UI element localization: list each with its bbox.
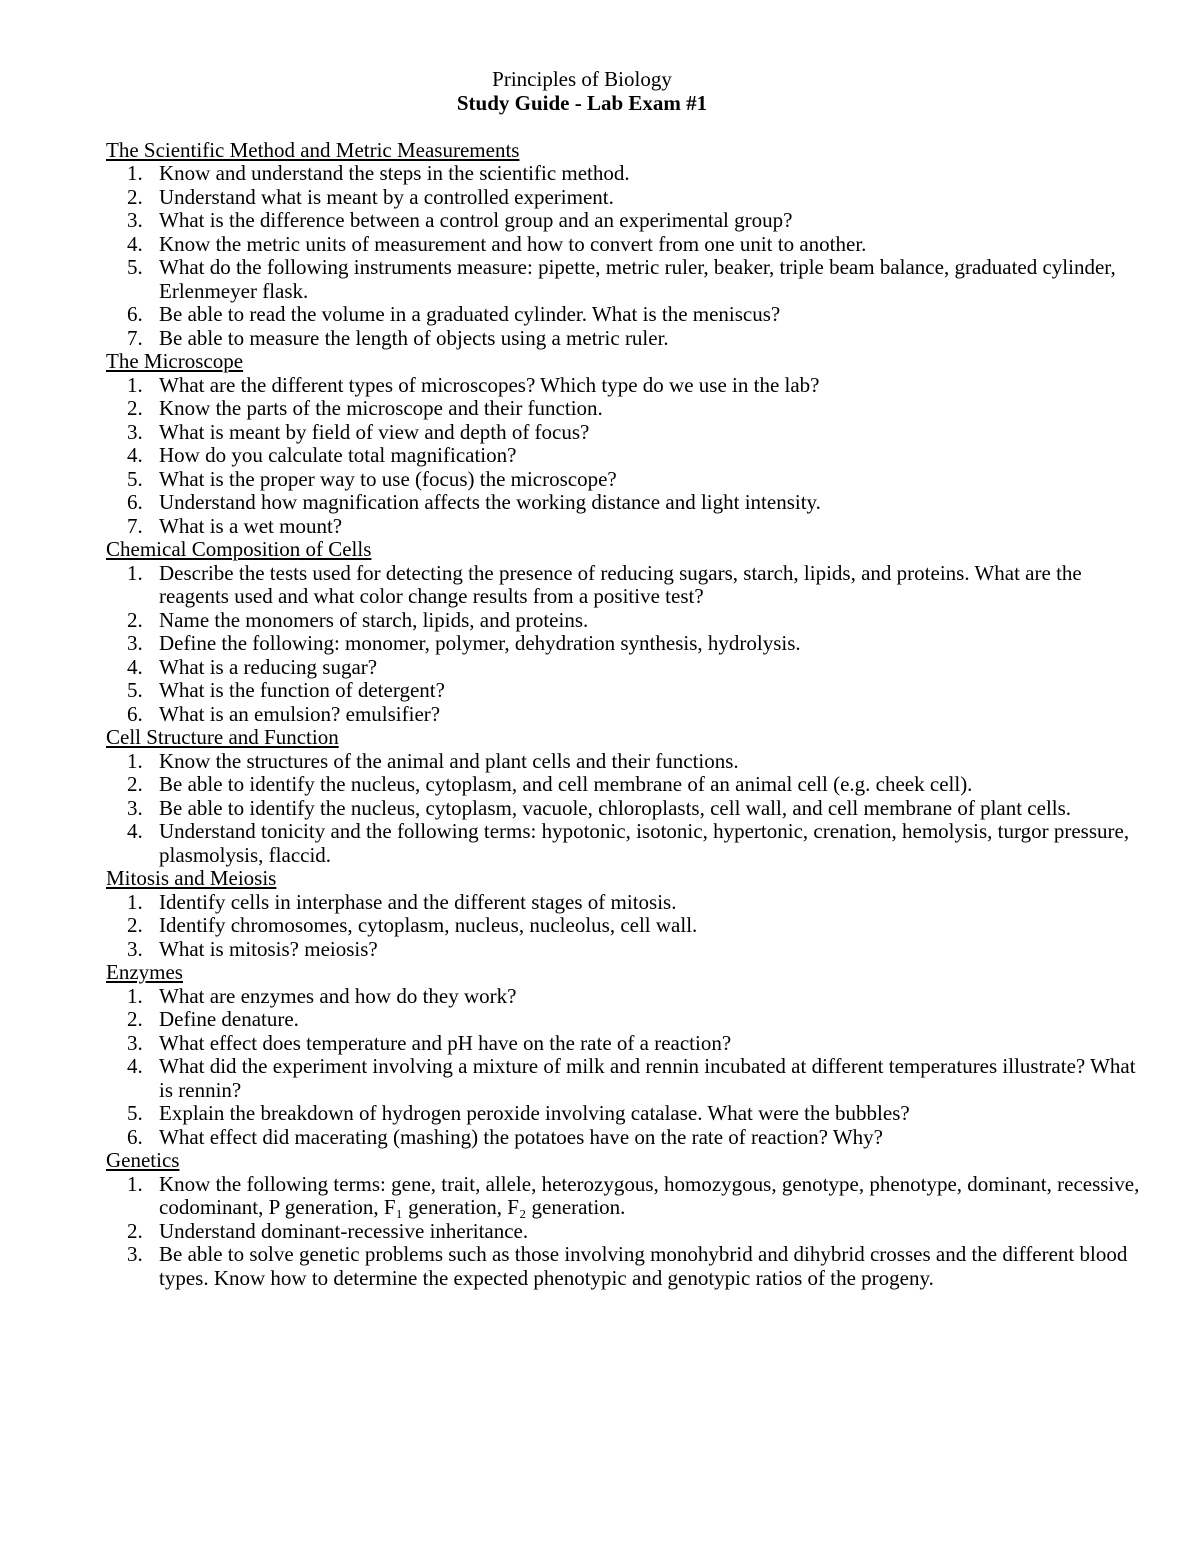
list-item-number: 3. bbox=[127, 1030, 143, 1055]
list-item-text: What is an emulsion? emulsifier? bbox=[159, 701, 441, 726]
section bbox=[106, 867, 1146, 961]
list-item-text: Be able to solve genetic problems such as those involving monohybrid and dihybrid crosses and the different blood types. Know how to determine the expected phenotypic and genotypic ratios of the progeny. bbox=[159, 1242, 1128, 1290]
list-item-text: Understand tonicity and the following terms: hypotonic, isotonic, hypertonic, crenation, hemolysis, turgor pressure, plasmolysis, flaccid. bbox=[159, 819, 1130, 867]
list-item-number: 2. bbox=[127, 772, 143, 796]
list-item bbox=[106, 327, 1146, 351]
list-item bbox=[106, 468, 1146, 492]
list-item bbox=[106, 562, 1146, 609]
list-item-text: Know and understand the steps in the scientific method. bbox=[159, 161, 630, 185]
list-item-number: 6. bbox=[127, 701, 143, 726]
section bbox=[106, 139, 1146, 351]
list-item-number: 7. bbox=[127, 325, 143, 350]
list-item bbox=[106, 256, 1146, 303]
section-heading: Chemical Composition of Cells bbox=[106, 537, 372, 561]
list-item-text: Define the following: monomer, polymer, dehydration synthesis, hydrolysis. bbox=[159, 631, 801, 655]
list-item bbox=[106, 891, 1146, 915]
list-item-text: What is the proper way to use (focus) the microscope? bbox=[159, 466, 617, 491]
list-item bbox=[106, 1032, 1146, 1056]
list-item-number: 4. bbox=[127, 443, 143, 467]
list-item bbox=[106, 1055, 1146, 1102]
sections-container bbox=[106, 139, 1146, 1291]
list-item bbox=[106, 703, 1146, 727]
list-item bbox=[106, 750, 1146, 774]
list-item bbox=[106, 914, 1146, 938]
section-heading: The Microscope bbox=[106, 349, 244, 373]
list-item-text: Define denature. bbox=[159, 1007, 299, 1031]
list-item-number: 2. bbox=[127, 1007, 143, 1031]
section-heading: Enzymes bbox=[106, 960, 183, 984]
list-item-text: Name the monomers of starch, lipids, and proteins. bbox=[159, 607, 589, 632]
list-item bbox=[106, 938, 1146, 962]
title-spacer bbox=[106, 115, 1146, 139]
section-heading: The Scientific Method and Metric Measurements bbox=[106, 137, 520, 162]
list-item bbox=[106, 209, 1146, 233]
list-item bbox=[106, 820, 1146, 867]
list-item-number: 2. bbox=[127, 184, 143, 209]
list-item bbox=[106, 1008, 1146, 1032]
list-item-text: What do the following instruments measure: pipette, metric ruler, beaker, triple beam balance, graduated cylinder, Erlenmeyer flask. bbox=[159, 255, 1116, 303]
list-item-text: Explain the breakdown of hydrogen peroxide involving catalase. What were the bubbles? bbox=[159, 1101, 910, 1125]
list-item-text: What effect does temperature and pH have on the rate of a reaction? bbox=[159, 1030, 732, 1055]
list-item-number: 6. bbox=[127, 1124, 143, 1149]
list-item bbox=[106, 656, 1146, 680]
list-item bbox=[106, 397, 1146, 421]
list-item-text: What is a wet mount? bbox=[159, 513, 343, 538]
list-item bbox=[106, 773, 1146, 797]
list-item-text: How do you calculate total magnification? bbox=[159, 443, 517, 467]
list-item bbox=[106, 515, 1146, 539]
list-item-number: 5. bbox=[127, 466, 143, 491]
list-item-text: What is the difference between a control group and an experimental group? bbox=[159, 208, 793, 232]
list-item-text: Understand dominant-recessive inheritance. bbox=[159, 1218, 529, 1243]
list-item bbox=[106, 679, 1146, 703]
list-item-text: Know the metric units of measurement and how to convert from one unit to another. bbox=[159, 231, 867, 256]
list-item bbox=[106, 444, 1146, 468]
list-item bbox=[106, 1173, 1146, 1220]
list-item-number: 3. bbox=[127, 1242, 143, 1266]
list-item-number: 5. bbox=[127, 255, 143, 279]
list-item bbox=[106, 374, 1146, 398]
list-item-number: 4. bbox=[127, 1054, 143, 1078]
list-item-number: 2. bbox=[127, 396, 143, 420]
list-item-text: What is mitosis? meiosis? bbox=[159, 936, 378, 961]
document-title: Study Guide - Lab Exam #1 bbox=[456, 90, 708, 115]
list-item-text: Identify cells in interphase and the different stages of mitosis. bbox=[159, 889, 677, 914]
section bbox=[106, 1149, 1146, 1290]
list-item bbox=[106, 985, 1146, 1009]
list-item-number: 4. bbox=[127, 231, 143, 256]
list-item-number: 7. bbox=[127, 513, 143, 538]
section-heading: Genetics bbox=[106, 1148, 180, 1172]
course-title: Principles of Biology bbox=[492, 67, 672, 91]
section bbox=[106, 538, 1146, 726]
list-item bbox=[106, 162, 1146, 186]
list-item bbox=[106, 1126, 1146, 1150]
list-item-number: 1. bbox=[127, 983, 143, 1008]
list-item bbox=[106, 797, 1146, 821]
list-item-number: 1. bbox=[127, 1171, 143, 1196]
list-item-text: What effect did macerating (mashing) the potatoes have on the rate of reaction? Why? bbox=[159, 1124, 883, 1149]
list-item bbox=[106, 303, 1146, 327]
list-item-text: What is the function of detergent? bbox=[159, 678, 445, 702]
list-item-text: What are enzymes and how do they work? bbox=[159, 983, 517, 1008]
list-item-text: Be able to identify the nucleus, cytoplasm, and cell membrane of an animal cell (e.g. cheek cell). bbox=[159, 772, 973, 796]
list-item-text: Be able to identify the nucleus, cytoplasm, vacuole, chloroplasts, cell wall, and cell membrane of plant cells. bbox=[159, 795, 1072, 820]
list-item bbox=[106, 491, 1146, 515]
list-item-number: 2. bbox=[127, 607, 143, 632]
list-item-number: 1. bbox=[127, 560, 143, 585]
list-item-number: 1. bbox=[127, 161, 143, 185]
list-item-number: 1. bbox=[127, 889, 143, 914]
list-item-text: Know the following terms: gene, trait, allele, heterozygous, homozygous, genotype, phenotype, dominant, recessive, codominant, P generation, F₁ generation, F₂ generation. bbox=[159, 1171, 1140, 1219]
list-item-text: Know the parts of the microscope and their function. bbox=[159, 396, 603, 420]
list-item-number: 3. bbox=[127, 795, 143, 820]
list-item-number: 2. bbox=[127, 1218, 143, 1243]
list-item bbox=[106, 233, 1146, 257]
list-item-text: Understand how magnification affects the working distance and light intensity. bbox=[159, 490, 821, 514]
list-item-number: 1. bbox=[127, 748, 143, 773]
list-item-number: 5. bbox=[127, 1101, 143, 1125]
list-item-number: 3. bbox=[127, 631, 143, 655]
list-item-number: 3. bbox=[127, 419, 143, 444]
list-item-number: 2. bbox=[127, 913, 143, 937]
section bbox=[106, 961, 1146, 1149]
list-item-text: Know the structures of the animal and plant cells and their functions. bbox=[159, 748, 739, 773]
section-heading: Mitosis and Meiosis bbox=[106, 866, 277, 890]
list-item-number: 5. bbox=[127, 678, 143, 702]
section bbox=[106, 350, 1146, 538]
list-item-number: 4. bbox=[127, 819, 143, 843]
list-item-text: Understand what is meant by a controlled experiment. bbox=[159, 184, 614, 209]
list-item-text: Identify chromosomes, cytoplasm, nucleus, nucleolus, cell wall. bbox=[159, 913, 698, 937]
section bbox=[106, 726, 1146, 867]
list-item bbox=[106, 421, 1146, 445]
list-item-text: What is a reducing sugar? bbox=[159, 654, 378, 679]
list-item bbox=[106, 186, 1146, 210]
list-item bbox=[106, 1243, 1146, 1290]
list-item-number: 1. bbox=[127, 372, 143, 397]
list-item-text: Be able to measure the length of objects using a metric ruler. bbox=[159, 325, 669, 350]
list-item-text: What are the different types of microscopes? Which type do we use in the lab? bbox=[159, 372, 820, 397]
list-item-number: 4. bbox=[127, 654, 143, 679]
list-item bbox=[106, 609, 1146, 633]
list-item-number: 3. bbox=[127, 208, 143, 232]
list-item-number: 6. bbox=[127, 490, 143, 514]
list-item bbox=[106, 1102, 1146, 1126]
list-item-text: What is meant by field of view and depth of focus? bbox=[159, 419, 590, 444]
list-item-number: 6. bbox=[127, 302, 143, 326]
list-item-text: What did the experiment involving a mixture of milk and rennin incubated at different temperatures illustrate? What is rennin? bbox=[159, 1054, 1136, 1102]
list-item-text: Describe the tests used for detecting the presence of reducing sugars, starch, lipids, and proteins. What are the reagents used and what color change results from a positive test? bbox=[159, 560, 1082, 608]
section-heading: Cell Structure and Function bbox=[106, 725, 339, 749]
list-item-number: 3. bbox=[127, 936, 143, 961]
study-guide-page bbox=[106, 68, 1146, 1290]
list-item bbox=[106, 1220, 1146, 1244]
list-item-text: Be able to read the volume in a graduated cylinder. What is the meniscus? bbox=[159, 302, 781, 326]
list-item bbox=[106, 632, 1146, 656]
